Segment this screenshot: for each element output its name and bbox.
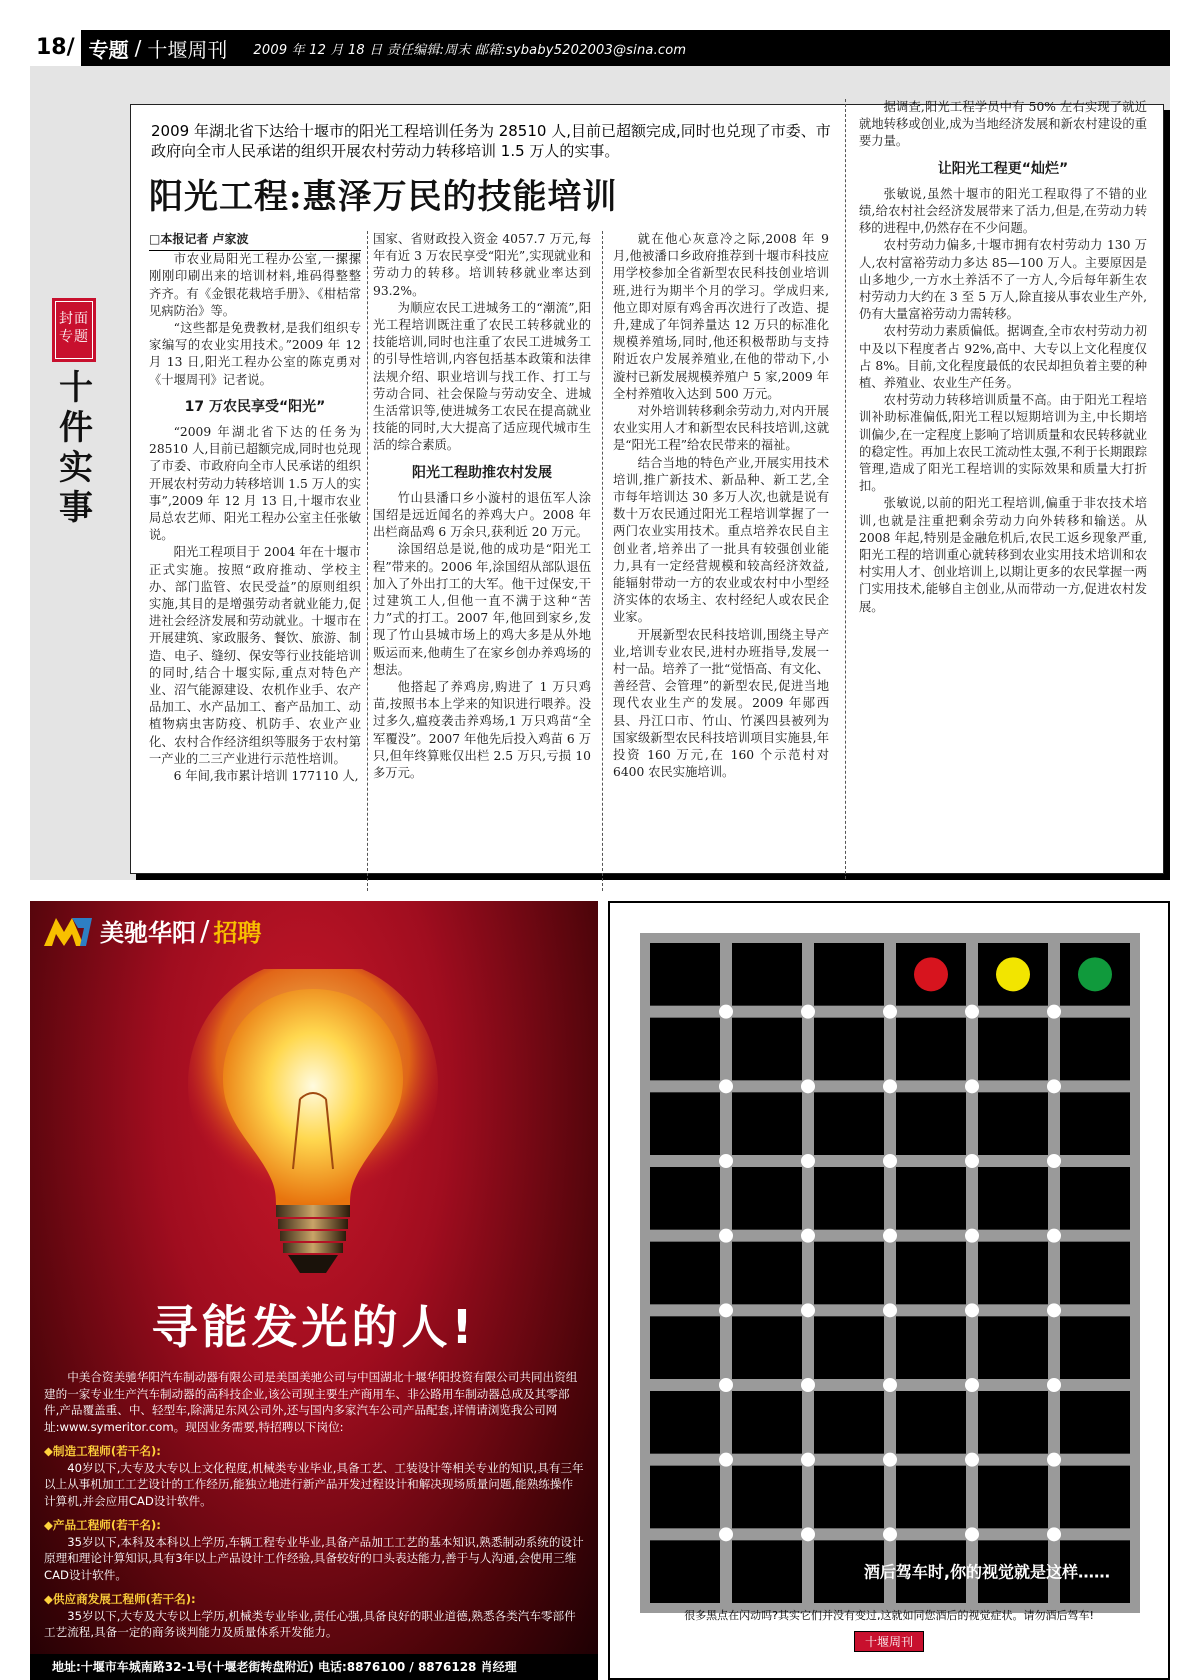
header-separator: / [134,36,142,60]
intersection-dot [719,1229,733,1243]
column-rule [845,99,846,879]
role-desc: 40岁以下,大专及大专以上文化程度,机械类专业毕业,具备工艺、工装设计等相关专业的知识,具有三年以上从事机加工工艺设计的工作经历,能独立地进行新产品开发过程设计和解决现场质量问题,能熟练操作计算机,并会应用CAD设计软件。 [44,1460,584,1508]
article-headline: 阳光工程:惠泽万民的技能培训 [149,177,618,217]
role-title: ◆产品工程师(若干名): [44,1518,161,1532]
ad-separator: / [200,914,210,947]
grid-square [978,1167,1048,1230]
ad-footer: 地址:十堰市车城南路32-1号(十堰老街转盘附近) 电话:8876100 / 8876128 肖经理 [30,1654,598,1680]
grid-square [1060,1466,1130,1529]
grid-square [650,1466,720,1529]
paragraph: 涂国绍总是说,他的成功是“阳光工程”带来的。2006 年,涂国绍从部队退伍加入了外出打工的大军。他干过保安,干过建筑工人,但他一直不满于这种“苦力”式的打工。2007 年,他回到家乡,发现了竹山县城市场上的鸡大多是从外地贩运而来,他萌生了在家乡创办养鸡场的想法。 [373,542,591,677]
grid-square [732,1391,802,1454]
recruitment-ad [30,901,598,1680]
paragraph: “这些都是免费教材,是我们组织专家编写的农业实用技术。”2009 年 12 月 13 日,阳光工程办公室的陈克勇对《十堰周刊》记者说。 [149,321,361,387]
paragraph: 对外培训转移剩余劳动力,对内开展农业实用人才和新型农民科技培训,这就是“阳光工程”给农民带来的福祉。 [613,404,829,453]
paragraph: 阳光工程项目于 2004 年在十堰市正式实施。按照“政府推动、学校主办、部门监管、农民受益”的原则组织实施,其目的是增强劳动者就业能力,促进社会经济发展和劳动就业。十堰市在开展建筑、家政服务、餐饮、旅游、制造、电子、缝纫、保安等行业技能培训的同时,结合十堰实际,重点对特色产业、沼气能源建设、农机作业手、农产品加工、水产品加工、畜产品加工、动植物病虫害防疫、机防手、农业产业化、农村合作经济组织等服务于农村第一产业的二三产业进行示范性培训。 [149,545,361,766]
intersection-dot [1047,1453,1061,1467]
grid-square [814,1466,884,1529]
grid-square [814,1167,884,1230]
grid-square [1060,1092,1130,1155]
grid-square [1060,1242,1130,1305]
grid-square [732,943,802,1006]
grid-square [1060,1167,1130,1230]
grid-square [814,943,884,1006]
traffic-light [1078,957,1112,991]
grid-square [650,1092,720,1155]
grid-square [650,1316,720,1379]
ad-intro: 中美合资美驰华阳汽车制动器有限公司是美国美驰公司与中国湖北十堰华阳投资有限公司共同出资组建的一家专业生产汽车制动器的高科技企业,该公司现主要生产商用车、非公路用车制动器总成及其零部件,产品覆盖重、中、轻型车,除满足东风公司外,还与国内多家汽车公司产品配套,详情请浏览我公司网址:www.symeritor.com。现因业务需要,特招聘以下岗位: [44,1370,578,1434]
intersection-dot [883,1154,897,1168]
article-column-1 [149,231,361,785]
grid-square [978,1316,1048,1379]
illusion-caption: 很多黑点在闪动吗?其实它们并没有变过,这就如同您酒后的视觉症状。请勿酒后驾车! [684,1609,1094,1622]
subheading: 17 万农民享受“阳光” [184,398,326,415]
article-column-2 [373,231,591,782]
intersection-dot [965,1079,979,1093]
ad-heading: 招聘 [213,919,262,947]
page-header [30,30,1170,66]
illusion-overlay-text: 酒后驾车时,你的视觉就是这样…… [863,1562,1110,1582]
intersection-dot [801,1079,815,1093]
grid-square [732,1092,802,1155]
traffic-light [996,957,1030,991]
grid-square [978,1018,1048,1081]
intersection-dot [801,1303,815,1317]
paragraph: 农村劳动力偏多,十堰市拥有农村劳动力 130 万人,农村富裕劳动力多达 85—100 万人。主要原因是山多地少,一方水土养活不了一方人,今后每年新生农村劳动力大约在 3 至 5 万人,除直接从事农业生产外,仍有大量富裕劳动力需转移。 [859,238,1147,322]
intersection-dot [719,1453,733,1467]
column-rule [602,231,603,891]
grid-square [896,1466,966,1529]
intersection-dot [965,1154,979,1168]
intersection-dot [801,1527,815,1541]
ad-slogan: 寻能发光的人! [151,1300,477,1354]
section-name: 专题 [88,37,129,62]
article-column-4 [859,99,1147,616]
grid-square [732,1167,802,1230]
intersection-dot [965,1378,979,1392]
paragraph: 他搭起了养鸡房,购进了 1 万只鸡苗,按照书本上学来的知识进行喂养。没过多久,瘟疫袭击养鸡场,1 万只鸡苗“全军覆没”。2007 年他先后投入鸡苗 6 万只,但年终算账仅出栏 2.5 万只,亏损 10 多万元。 [373,680,591,781]
intersection-dot [719,1378,733,1392]
intersection-dot [883,1453,897,1467]
traffic-light [914,957,948,991]
grid-square [732,1316,802,1379]
intersection-dot [965,1229,979,1243]
intersection-dot [883,1079,897,1093]
grid-square [896,1391,966,1454]
article-column-3 [613,231,829,782]
grid-square [896,1167,966,1230]
grid-square [650,1391,720,1454]
intersection-dot [719,1005,733,1019]
grid-square [978,1242,1048,1305]
paragraph: 农村劳动力素质偏低。据调查,全市农村劳动力初中及以下程度者占 92%,高中、大专以上文化程度仅占 8%。目前,文化程度最低的农民却担负着主要的种植、养殖业、农业生产任务。 [859,324,1147,391]
paragraph: 农村劳动力转移培训质量不高。由于阳光工程培训补助标准偏低,阳光工程以短期培训为主,中长期培训偏少,在一定程度上影响了培训质量和农民转移就业的稳定性。再加上农民工流动性太强,不利于长期跟踪管理,造成了阳光工程培训的实际效果和质量大打折扣。 [859,393,1147,494]
grid-square [814,1092,884,1155]
illusion-psa [608,901,1170,1680]
intersection-dot [801,1453,815,1467]
grid-square [732,1018,802,1081]
ad-brand: 美驰华阳 [100,919,196,947]
paragraph: 开展新型农民科技培训,围绕主导产业,培训专业农民,进村办班指导,发展一村一品。培养了一批“觉悟高、有文化、善经营、会管理”的新型农民,促进当地现代农业生产的发展。2009 年郧西县、丹江口市、竹山、竹溪四县被列为国家级新型农民科技培训项目实施县,年投资 160 万元,在 160 个示范村对 6400 农民实施培训。 [613,627,829,780]
intersection-dot [965,1005,979,1019]
brand-label: 十堰周刊 [854,1631,924,1652]
role-title: ◆制造工程师(若干名): [44,1444,161,1458]
header-meta: 2009 年 12 月 18 日 责任编辑:周末 邮箱:sybaby5202003@sina.com [253,42,687,58]
intersection-dot [719,1154,733,1168]
grid-square [814,1316,884,1379]
intersection-dot [883,1527,897,1541]
intersection-dot [801,1378,815,1392]
grid-square [896,1242,966,1305]
intersection-dot [1047,1154,1061,1168]
vertical-title: 十件实事 [59,368,93,528]
grid-square [650,1167,720,1230]
illusion-grid [640,933,1140,1613]
grid-square [814,1018,884,1081]
paper-name: 十堰周刊 [147,37,228,62]
paragraph: 为顺应农民工进城务工的“潮流”,阳光工程培训既注重了农民工转移就业的技能培训,同时也注重了农民工进城务工的引导性培训,内容包括基本政策和法律法规介绍、职业培训与找工作、打工与劳动合同、社会保险与劳动安全、进城生活常识等,使进城务工农民在提高就业技能的同时,大大提高了适应现代城市生活的综合素质。 [373,300,591,453]
role-desc: 35岁以下,本科及本科以上学历,车辆工程专业毕业,具备产品加工工艺的基本知识,熟悉制动系统的设计原理和理论计算知识,具有3年以上产品设计工作经验,具备较好的口头表达能力,善于与人沟通,会使用三维CAD设计软件。 [44,1534,584,1582]
intersection-dot [801,1005,815,1019]
section-tag: 封面专题 [52,298,96,362]
subheading: 让阳光工程更“灿烂” [937,160,1069,177]
intersection-dot [1047,1527,1061,1541]
grid-square [732,1466,802,1529]
intersection-dot [883,1303,897,1317]
intersection-dot [1047,1005,1061,1019]
subheading: 阳光工程助推农村发展 [412,464,552,481]
intersection-dot [1047,1303,1061,1317]
grid-square [978,1466,1048,1529]
intersection-dot [965,1303,979,1317]
paragraph: 结合当地的特色产业,开展实用技术培训,推广新技术、新品种、新工艺,全市每年培训达 30 多万人次,也就是说有数十万农民通过阳光工程培训掌握了一两门农业实用技术。重点培养农民自主创业者,培养出了一批具有较强创业能力,具有一定经营规模和较高经济效益,能辐射带动一方的农业或农村中小型经济实体的农场主、农村经纪人或农民企业家。 [613,455,829,625]
intersection-dot [883,1229,897,1243]
intersection-dot [1047,1378,1061,1392]
role-desc: 35岁以下,大专及大专以上学历,机械类专业毕业,责任心强,具备良好的职业道德,熟悉各类汽车零部件工艺流程,具备一定的商务谈判能力及质量体系开发能力。 [44,1608,576,1639]
intersection-dot [1047,1079,1061,1093]
ad-logo [42,913,261,948]
paragraph: 张敏说,虽然十堰市的阳光工程取得了不错的业绩,给农村社会经济发展带来了活力,但是,在劳动力转移的进程中,仍然存在不少问题。 [859,186,1147,236]
grid-square [896,1018,966,1081]
paragraph: 6 年间,我市累计培训 177110 人, [173,769,359,784]
grid-square [896,1316,966,1379]
column-rule [367,231,368,891]
grid-square [732,1540,802,1603]
grid-square [650,1540,720,1603]
illusion-brand [610,1631,1168,1652]
ad-body [44,1369,584,1641]
paragraph: 据调查,阳光工程学员中有 50% 左右实现了就近就地转移或创业,成为当地经济发展和新农村建设的重要力量。 [859,100,1147,149]
intersection-dot [965,1453,979,1467]
intersection-dot [883,1005,897,1019]
paragraph: 张敏说,以前的阳光工程培训,偏重于非农技术培训,也就是注重把剩余劳动力向外转移和输送。从 2008 年起,特别是金融危机后,农民工返乡现象严重,阳光工程的培训重心就转移到农业实用技术培训和农村实用人才、创业培训上,以期让更多的农民掌握一两门实用技术,能够自主创业,从而带动一方,促进农村发展。 [859,496,1147,614]
article-box [130,100,1164,874]
page-number: 18/ [30,30,81,66]
grid-square [1060,1018,1130,1081]
intersection-dot [719,1303,733,1317]
grid-square [1060,1391,1130,1454]
grid-square [978,1092,1048,1155]
grid-square [1060,1316,1130,1379]
paragraph: 国家、省财政投入资金 4057.7 万元,每年有近 3 万农民享受“阳光”,实现就业和劳动力的转移。培训转移就业率达到 93.2%。 [373,232,591,298]
grid-square [896,1092,966,1155]
grid-square [650,1242,720,1305]
intersection-dot [719,1527,733,1541]
grid-square [814,1391,884,1454]
grid-square [978,1391,1048,1454]
byline: □本报记者 卢家波 [149,231,361,251]
grid-square [732,1242,802,1305]
brand-logo-icon [42,914,94,948]
grid-square [650,1018,720,1081]
intersection-dot [965,1527,979,1541]
intersection-dot [801,1154,815,1168]
paragraph: 就在他心灰意冷之际,2008 年 9 月,他被潘口乡政府推荐到十堰市科技应用学校参加全省新型农民科技创业培训班,进行为期半个月的学习。学成归来,他立即对原有鸡舍再次进行了改造、提升,建成了年饲养量达 12 万只的标准化规模养殖场,同时,他还积极帮助与支持附近农户发展养殖业,在他的带动下,小漩村已新发展规模养殖户 5 家,2009 年全村养殖收入达到 500 万元。 [613,232,829,401]
intersection-dot [801,1229,815,1243]
paragraph: “2009 年湖北省下达的任务为 28510 人,目前已超额完成,同时也兑现了市委、市政府向全市人民承诺的组织开展农村劳动力转移培训 1.5 万人的实事”,2009 年 12 月 13 日,十堰市农业局总农艺师、阳光工程办公室主任张敏说。 [149,425,361,543]
article-lead: 2009 年湖北省下达给十堰市的阳光工程培训任务为 28510 人,目前已超额完成,同时也兑现了市委、市政府向全市人民承诺的组织开展农村劳动力转移培训 1.5 万人的实事。 [151,122,831,160]
intersection-dot [719,1079,733,1093]
grid-square [650,943,720,1006]
intersection-dot [1047,1229,1061,1243]
paragraph: 竹山县潘口乡小漩村的退伍军人涂国绍是远近闻名的养鸡大户。2008 年出栏商品鸡 6 万余只,获利近 20 万元。 [373,490,591,540]
light-bulb-icon [188,969,438,1289]
paragraph: 市农业局阳光工程办公室,一摞摞刚刚印刷出来的培训材料,堆码得整整齐齐。有《金银花栽培手册》、《柑桔常见病防治》等。 [149,252,361,318]
intersection-dot [883,1378,897,1392]
grid-square [814,1242,884,1305]
role-title: ◆供应商发展工程师(若干名): [44,1592,196,1606]
